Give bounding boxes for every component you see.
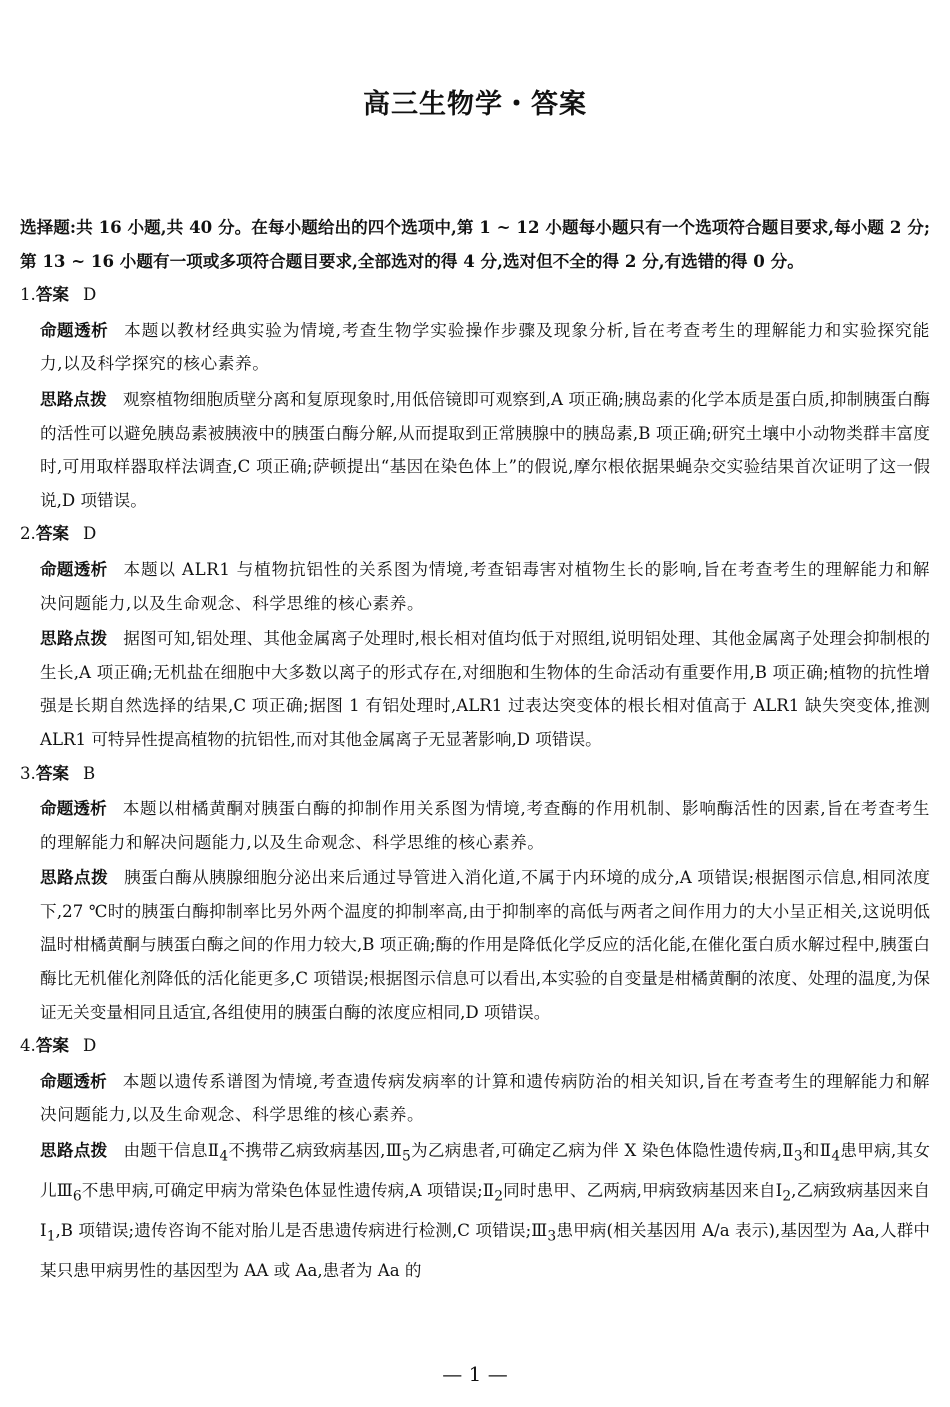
hint-segment: ,乙病致病基因来自Ⅰ [40,1180,930,1240]
hint-segment: 同时患甲、乙两病,甲病致病基因来自Ⅰ [503,1180,783,1200]
answer-value: D [83,1036,97,1056]
analysis-paragraph [20,1065,930,1132]
hint-text: 观察植物细胞质壁分离和复原现象时,用低倍镜即可观察到,A 项正确;胰岛素的化学本质是蛋白质,抑制胰蛋白酶的活性可以避免胰岛素被胰液中的胰蛋白酶分解,从而提取到正常胰腺中的胰岛素,B 项正确;研究土壤中小动物类群丰富度时,可用取样器取样法调查,C 项正确;萨顿提出“基因在染色体上”的假说,摩尔根依据果蝇杂交实验结果首次证明了这一假说,D 项错误。 [40,389,931,510]
answer-label: 答案 [35,284,70,305]
hint-segment: 由题干信息Ⅱ [123,1141,220,1161]
hint-segment: 患甲病(相关基因用 A/a 表示),基因型为 Aa,人群中某只患甲病男性的基因型为 AA 或 Aa,患者为 Aa 的 [40,1220,930,1280]
hint-label: 思路点拨 [40,1141,108,1161]
answer-value: D [83,285,97,305]
hint-segment: 患甲病,其女儿Ⅲ [40,1141,930,1200]
answer-line [20,1029,930,1063]
hint-label: 思路点拨 [40,868,109,888]
hint-segment: 为乙病患者,可确定乙病为伴 X 染色体隐性遗传病,Ⅱ [410,1141,794,1161]
answer-line [20,757,930,791]
hint-paragraph [20,622,930,756]
hint-label: 思路点拨 [40,389,107,409]
question-1 [20,278,930,517]
analysis-text: 本题以 ALR1 与植物抗铝性的关系图为情境,考查铝毒害对植物生长的影响,旨在考查考生的理解能力和解决问题能力,以及生命观念、科学思维的核心素养。 [40,559,930,613]
answer-label: 答案 [35,1035,70,1056]
hint-segment: 不携带乙病致病基因,Ⅲ [228,1141,402,1161]
subscript: 4 [831,1148,841,1165]
answer-value: B [83,763,96,783]
question-4 [20,1029,930,1287]
subscript: 1 [46,1228,56,1245]
analysis-label: 命题透析 [40,559,108,579]
subscript: 2 [782,1188,792,1205]
subscript: 2 [494,1188,503,1205]
answer-value: D [83,524,97,544]
analysis-label: 命题透析 [40,799,107,819]
answer-line [20,517,930,551]
answer-label: 答案 [35,523,70,544]
question-2 [20,517,930,756]
hint-text: 胰蛋白酶从胰腺细胞分泌出来后通过导管进入消化道,不属于内环境的成分,A 项错误;根据图示信息,相同浓度下,27 ℃时的胰蛋白酶抑制率比另外两个温度的抑制率高,由于抑制率的高低与两者之间作用力的大小呈正相关,这说明低温时柑橘黄酮与胰蛋白酶之间的作用力较大,B 项正确;酶的作用是降低化学反应的活化能,在催化蛋白质水解过程中,胰蛋白酶比无机催化剂降低的活化能更多,C 项错误;根据图示信息可以看出,本实验的自变量是柑橘黄酮的浓度、处理的温度,为保证无关变量相同且适宜,各组使用的胰蛋白酶的浓度应相同,D 项错误。 [40,868,931,1022]
analysis-paragraph [20,553,930,620]
analysis-text: 本题以遗传系谱图为情境,考查遗传病发病率的计算和遗传病防治的相关知识,旨在考查考生的理解能力和解决问题能力,以及生命观念、科学思维的核心素养。 [40,1071,930,1125]
analysis-label: 命题透析 [40,320,109,340]
analysis-paragraph [20,314,930,381]
question-number: 3. [20,763,36,783]
subscript: 4 [219,1148,229,1165]
question-3 [20,757,930,1030]
hint-segment: 和Ⅱ [802,1141,832,1161]
document-body [20,211,930,1287]
hint-paragraph [20,861,930,1029]
subscript: 5 [401,1148,411,1165]
hint-segment: 不患甲病,可确定甲病为常染色体显性遗传病,A 项错误;Ⅱ [81,1180,495,1200]
answer-label: 答案 [35,762,70,783]
question-number: 2. [20,524,36,544]
subscript: 6 [72,1188,82,1205]
subscript: 3 [547,1228,557,1245]
page-number: — 1 — [442,1362,508,1386]
subscript: 3 [793,1148,803,1165]
analysis-paragraph [20,792,930,859]
hint-text: 据图可知,铝处理、其他金属离子处理时,根长相对值均低于对照组,说明铝处理、其他金属离子处理会抑制根的生长,A 项正确;无机盐在细胞中大多数以离子的形式存在,对细胞和生物体的生命活动有重要作用,B 项正确;植物的抗性增强是长期自然选择的结果,C 项正确;据图 1 有铝处理时,ALR1 过表达突变体的根长相对值高于 ALR1 缺失突变体,推测 ALR1 可特异性提高植物的抗铝性,而对其他金属离子无显著影响,D 项错误。 [40,629,931,749]
hint-paragraph [20,1134,930,1287]
hint-text [40,1141,930,1280]
analysis-text: 本题以教材经典实验为情境,考查生物学实验操作步骤及现象分析,旨在考查考生的理解能力和实验探究能力,以及科学探究的核心素养。 [40,320,931,374]
answer-line [20,278,930,312]
question-number: 4. [20,1036,36,1056]
hint-paragraph [20,383,930,517]
analysis-text: 本题以柑橘黄酮对胰蛋白酶的抑制作用关系图为情境,考查酶的作用机制、影响酶活性的因素,旨在考查考生的理解能力和解决问题能力,以及生命观念、科学思维的核心素养。 [40,799,930,852]
analysis-label: 命题透析 [40,1071,107,1091]
hint-segment: ,B 项错误;遗传咨询不能对胎儿是否患遗传病进行检测,C 项错误;Ⅲ [55,1220,548,1240]
page-title: 高三生物学・答案 [363,89,587,120]
question-number: 1. [20,285,36,305]
instructions: 选择题:共 16 小题,共 40 分。在每小题给出的四个选项中,第 1 ~ 12 小题每小题只有一个选项符合题目要求,每小题 2 分;第 13 ~ 16 小题有一项或多项符合题目要求,全部选对的得 4 分,选对但不全的得 2 分,有选错的得 0 分。 [20,217,930,271]
hint-label: 思路点拨 [40,629,108,649]
